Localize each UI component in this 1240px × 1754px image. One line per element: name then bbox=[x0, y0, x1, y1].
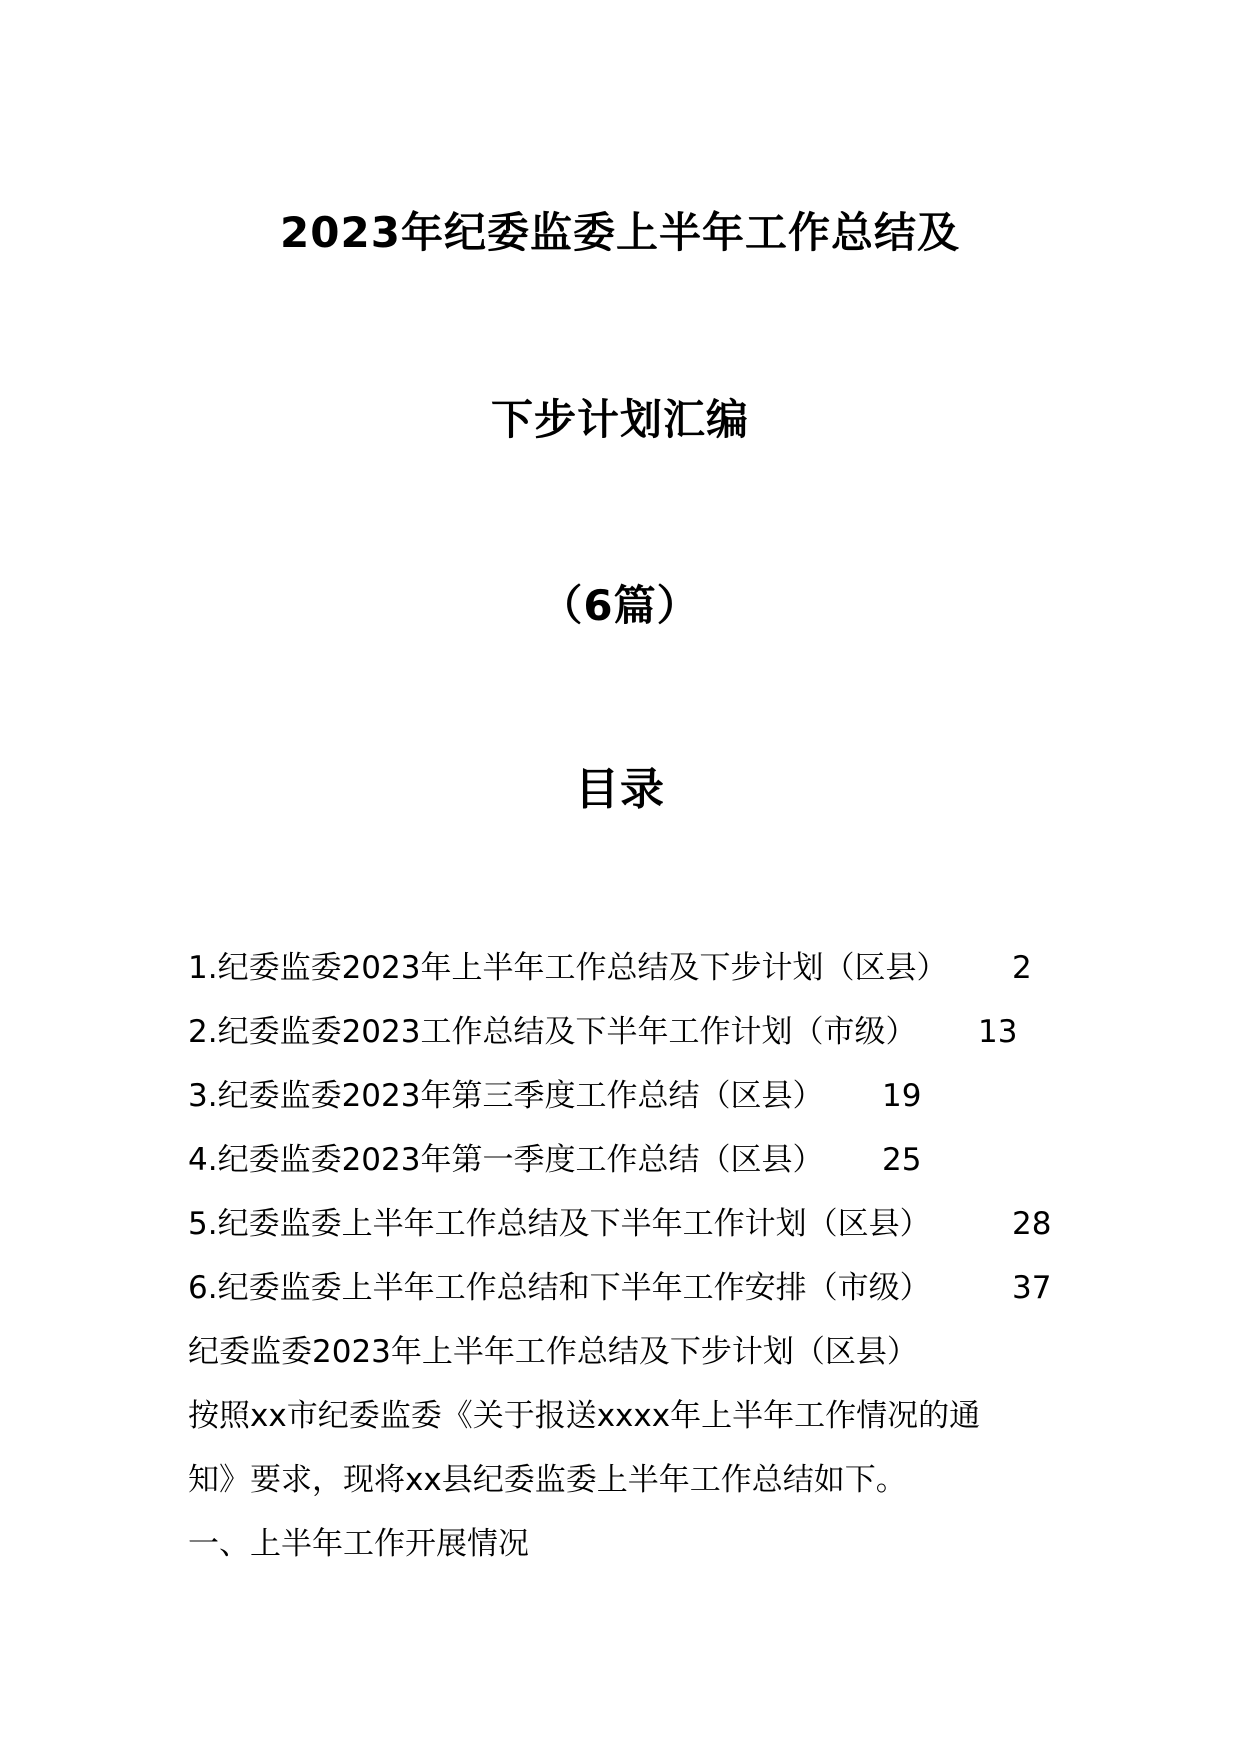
paragraph-line-2: 知》要求，现将xx县纪委监委上半年工作总结如下。 bbox=[188, 1462, 907, 1498]
document-title-line-1: 2023年纪委监委上半年工作总结及 bbox=[280, 208, 960, 257]
document-article-count: （6篇） bbox=[540, 581, 700, 630]
toc-entry-page: 28 bbox=[1012, 1206, 1052, 1242]
toc-entry-page: 13 bbox=[978, 1014, 1018, 1050]
toc-entry-text: 2.纪委监委2023工作总结及下半年工作计划（市级） bbox=[188, 1014, 917, 1050]
paragraph-line-1: 按照xx市纪委监委《关于报送xxxx年上半年工作情况的通 bbox=[188, 1398, 981, 1434]
toc-entry-text: 3.纪委监委2023年第三季度工作总结（区县） bbox=[188, 1078, 824, 1114]
toc-entry-page: 2 bbox=[1012, 950, 1032, 986]
section-heading: 一、上半年工作开展情况 bbox=[188, 1526, 529, 1562]
toc-entry-text: 4.纪委监委2023年第一季度工作总结（区县） bbox=[188, 1142, 824, 1178]
toc-entry-page: 25 bbox=[882, 1142, 922, 1178]
document-title-line-2: 下步计划汇编 bbox=[490, 395, 749, 444]
toc-entry-text: 5.纪委监委上半年工作总结及下半年工作计划（区县） bbox=[188, 1206, 931, 1242]
article-title: 纪委监委2023年上半年工作总结及下步计划（区县） bbox=[188, 1334, 918, 1370]
toc-entry-text: 1.纪委监委2023年上半年工作总结及下步计划（区县） bbox=[188, 950, 948, 986]
toc-entry-page: 19 bbox=[882, 1078, 922, 1114]
toc-heading: 目录 bbox=[575, 764, 665, 815]
toc-entry-page: 37 bbox=[1012, 1270, 1052, 1306]
toc-entry-text: 6.纪委监委上半年工作总结和下半年工作安排（市级） bbox=[188, 1270, 931, 1306]
